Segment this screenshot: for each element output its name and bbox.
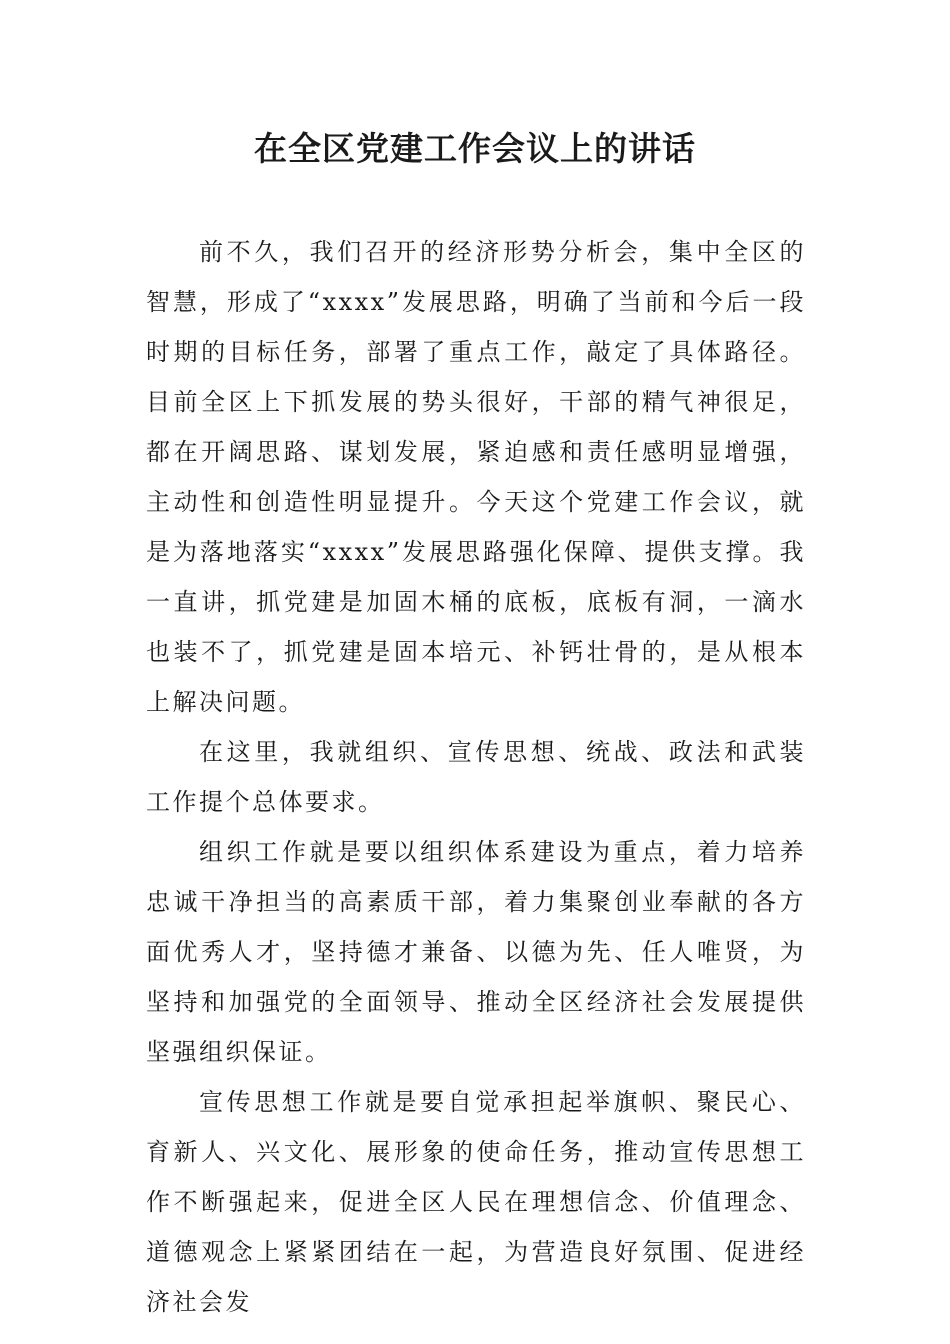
document-title: 在全区党建工作会议上的讲话 (254, 129, 696, 168)
paragraph-requirements: 在这里，我就组织、宣传思想、统战、政法和武装工作提个总体要求。 (146, 738, 806, 816)
paragraph-propaganda-work: 宣传思想工作就是要自觉承担起举旗帜、聚民心、育新人、兴文化、展形象的使命任务，推动宣传思想工作不断强起来，促进全区人民在理想信念、价值理念、道德观念上紧紧团结在一起，为营造良好氛围、促进经济社会发 (146, 1088, 806, 1316)
paragraph-organization-work: 组织工作就是要以组织体系建设为重点，着力培养忠诚干净担当的高素质干部，着力集聚创业奉献的各方面优秀人才，坚持德才兼备、以德为先、任人唯贤，为坚持和加强党的全面领导、推动全区经济社会发展提供坚强组织保证。 (146, 838, 806, 1066)
paragraph-intro: 前不久，我们召开的经济形势分析会，集中全区的智慧，形成了“xxxx”发展思路，明确了当前和今后一段时期的目标任务，部署了重点工作，敲定了具体路径。目前全区上下抓发展的势头很好，干部的精气神很足，都在开阔思路、谋划发展，紧迫感和责任感明显增强，主动性和创造性明显提升。今天这个党建工作会议，就是为落地落实“xxxx”发展思路强化保障、提供支撑。我一直讲，抓党建是加固木桶的底板，底板有洞，一滴水也装不了，抓党建是固本培元、补钙壮骨的，是从根本上解决问题。 (146, 238, 806, 716)
document-body (146, 227, 806, 1327)
